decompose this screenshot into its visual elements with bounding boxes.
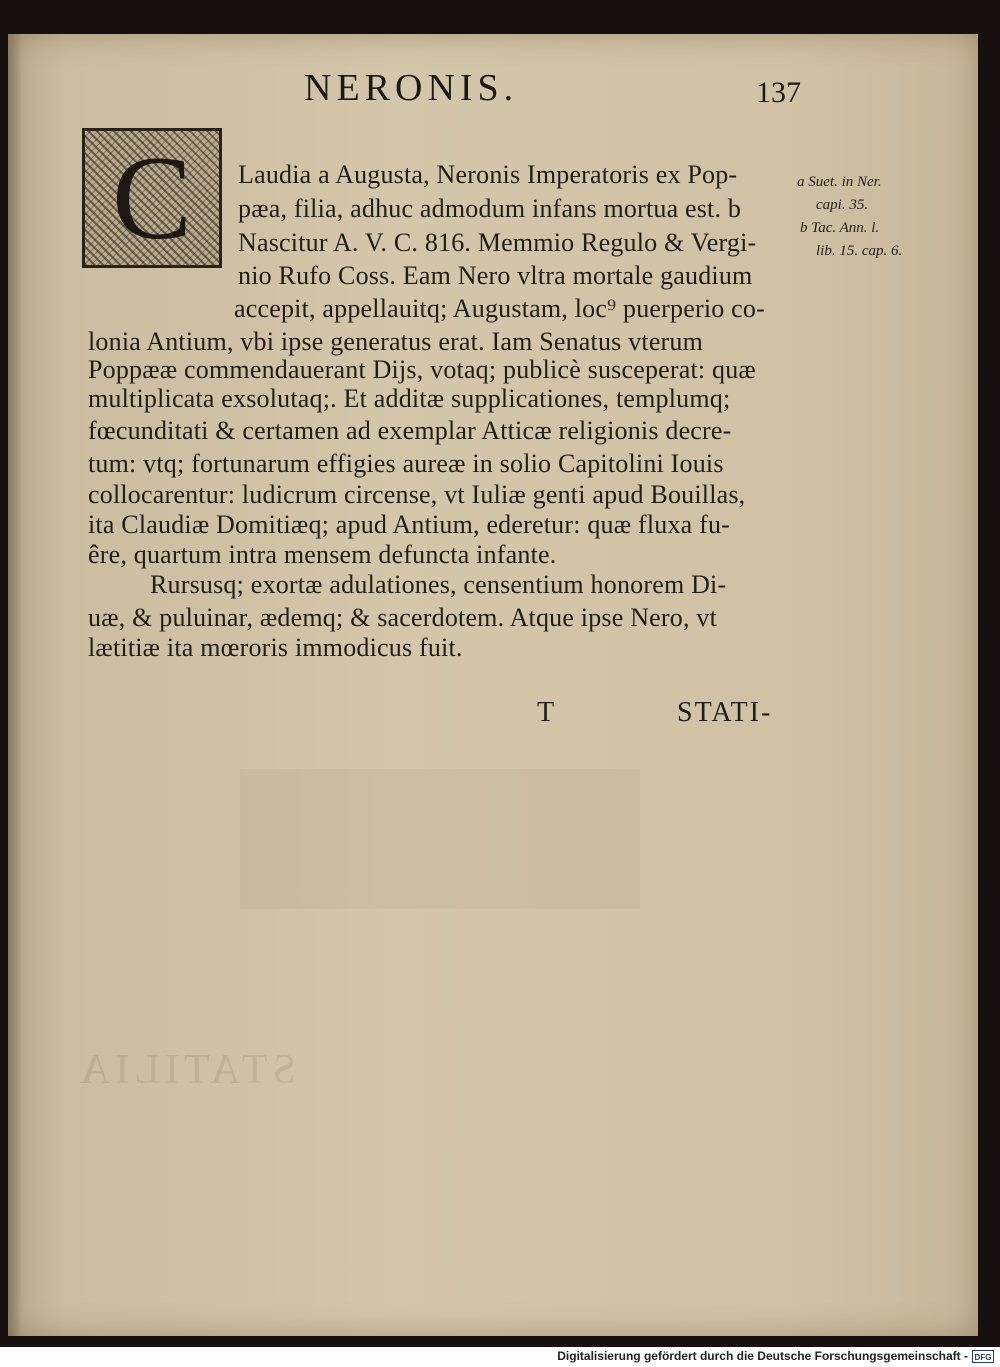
footer-credit: Digitalisierung gefördert durch die Deutsche Forschungsgemeinschaft -: [557, 1349, 968, 1363]
signature-mark: T: [537, 697, 555, 728]
marginal-note: lib. 15. cap. 6.: [816, 243, 903, 259]
show-through-area: [240, 769, 640, 909]
body-line: accepit, appellauitq; Augustam, loc⁹ puerperio co-: [234, 294, 765, 323]
page-number: 137: [756, 76, 801, 109]
body-line: lætitiæ ita mœroris immodicus fuit.: [88, 633, 463, 662]
body-line: Rursusq; exortæ adulationes, censentium honorem Di-: [150, 570, 727, 599]
body-line: Nascitur A. V. C. 816. Memmio Regulo & Vergi-: [238, 228, 757, 257]
show-through-text: STATILIA: [75, 1047, 296, 1093]
page-gutter: [8, 34, 22, 1336]
catchword: STATI-: [677, 697, 773, 728]
body-line: nio Rufo Coss. Eam Nero vltra mortale gaudium: [238, 261, 753, 290]
body-line: êre, quartum intra mensem defuncta infante.: [88, 540, 557, 569]
body-line: tum: vtq; fortunarum effigies aureæ in solio Capitolini Iouis: [88, 449, 724, 478]
body-line: uæ, & puluinar, ædemq; & sacerdotem. Atque ipse Nero, vt: [88, 603, 717, 632]
body-line: ita Claudiæ Domitiæq; apud Antium, ederetur: quæ fluxa fu-: [88, 510, 731, 539]
marginal-note: a Suet. in Ner.: [797, 174, 882, 190]
footer-bar: [0, 1347, 1000, 1367]
initial-letter: C: [111, 131, 193, 264]
body-line: fœcunditati & certamen ad exemplar Atticæ religionis decre-: [88, 416, 732, 445]
running-head: NERONIS.: [304, 67, 519, 109]
body-line: collocarentur: ludicrum circense, vt Iuliæ genti apud Bouillas,: [88, 480, 746, 509]
marginal-note: b Tac. Ann. l.: [800, 220, 880, 236]
body-line: Laudia a Augusta, Neronis Imperatoris ex Pop-: [238, 160, 738, 189]
body-line: Poppææ commendauerant Dijs, votaq; publicè susceperat: quæ: [88, 355, 756, 384]
body-line: pæa, filia, adhuc admodum infans mortua est. b: [238, 194, 742, 223]
dfg-logo: DFG: [972, 1350, 994, 1363]
body-line: multiplicata exsolutaq;. Et additæ supplicationes, templumq;: [88, 384, 731, 413]
body-line: lonia Antium, vbi ipse generatus erat. Iam Senatus vterum: [88, 327, 704, 356]
decorated-initial: [82, 128, 222, 268]
marginal-note: capi. 35.: [816, 197, 869, 213]
